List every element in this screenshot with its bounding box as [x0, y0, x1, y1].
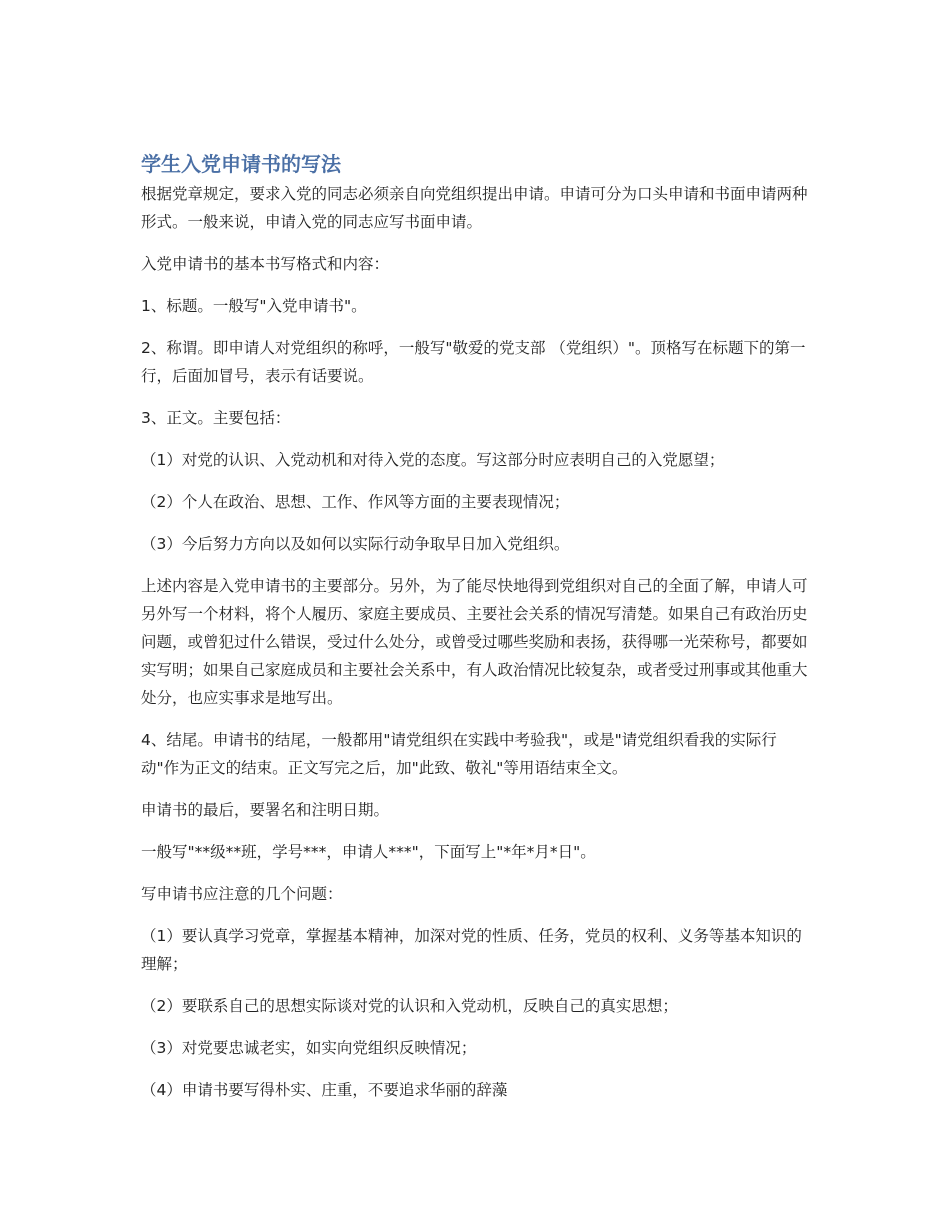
paragraph-body-point-2: （2）个人在政治、思想、工作、作风等方面的主要表现情况；: [141, 493, 570, 511]
paragraph-signature-format: 一般写"**级**班，学号***，申请人***"，下面写上"*年*月*日"。: [141, 843, 596, 861]
paragraph-signature: 申请书的最后，要署名和注明日期。: [141, 801, 390, 819]
paragraph-title-item: 1、标题。一般写"入党申请书"。: [141, 297, 367, 315]
paragraph-note-4: （4）申请书要写得朴实、庄重，不要追求华丽的辞藻: [141, 1081, 508, 1099]
paragraph-body-item: 3、正文。主要包括：: [141, 409, 291, 427]
paragraph-note-1: （1）要认真学习党章，掌握基本精神，加深对党的性质、任务，党员的权利、义务等基本知识的理解；: [141, 927, 802, 973]
paragraph-supplement: 上述内容是入党申请书的主要部分。另外，为了能尽快地得到党组织对自己的全面了解，申请人可另外写一个材料，将个人履历、家庭主要成员、主要社会关系的情况写清楚。如果自己有政治历史问题，或曾犯过什么错误，受过什么处分，或曾受过哪些奖励和表扬，获得哪一光荣称号，都要如实写明；如果自己家庭成员和主要社会关系中，有人政治情况比较复杂，或者受过刑事或其他重大处分，也应实事求是地写出。: [141, 577, 808, 707]
paragraph-note-3: （3）对党要忠诚老实，如实向党组织反映情况；: [141, 1039, 477, 1057]
paragraph-intro: 根据党章规定，要求入党的同志必须亲自向党组织提出申请。申请可分为口头申请和书面申请两种形式。一般来说，申请入党的同志应写书面申请。: [141, 185, 808, 231]
paragraph-body-point-3: （3）今后努力方向以及如何以实际行动争取早日加入党组织。: [141, 535, 570, 553]
document-body: [141, 150, 811, 1118]
paragraph-notes-heading: 写申请书应注意的几个问题：: [141, 885, 343, 903]
paragraph-ending-item: 4、结尾。申请书的结尾，一般都用"请党组织在实践中考验我"，或是"请党组织看我的实际行动"作为正文的结束。正文写完之后，加"此致、敬礼"等用语结束全文。: [141, 731, 777, 777]
paragraph-format-heading: 入党申请书的基本书写格式和内容：: [141, 255, 390, 273]
paragraph-body-point-1: （1）对党的认识、入党动机和对待入党的态度。写这部分时应表明自己的入党愿望；: [141, 451, 725, 469]
paragraph-salutation-item: 2、称谓。即申请人对党组织的称呼，一般写"敬爱的党支部 （党组织）"。顶格写在标题下的第一行，后面加冒号，表示有话要说。: [141, 339, 806, 385]
document-title: 学生入党申请书的写法: [141, 152, 341, 176]
paragraph-note-2: （2）要联系自己的思想实际谈对党的认识和入党动机，反映自己的真实思想；: [141, 997, 678, 1015]
